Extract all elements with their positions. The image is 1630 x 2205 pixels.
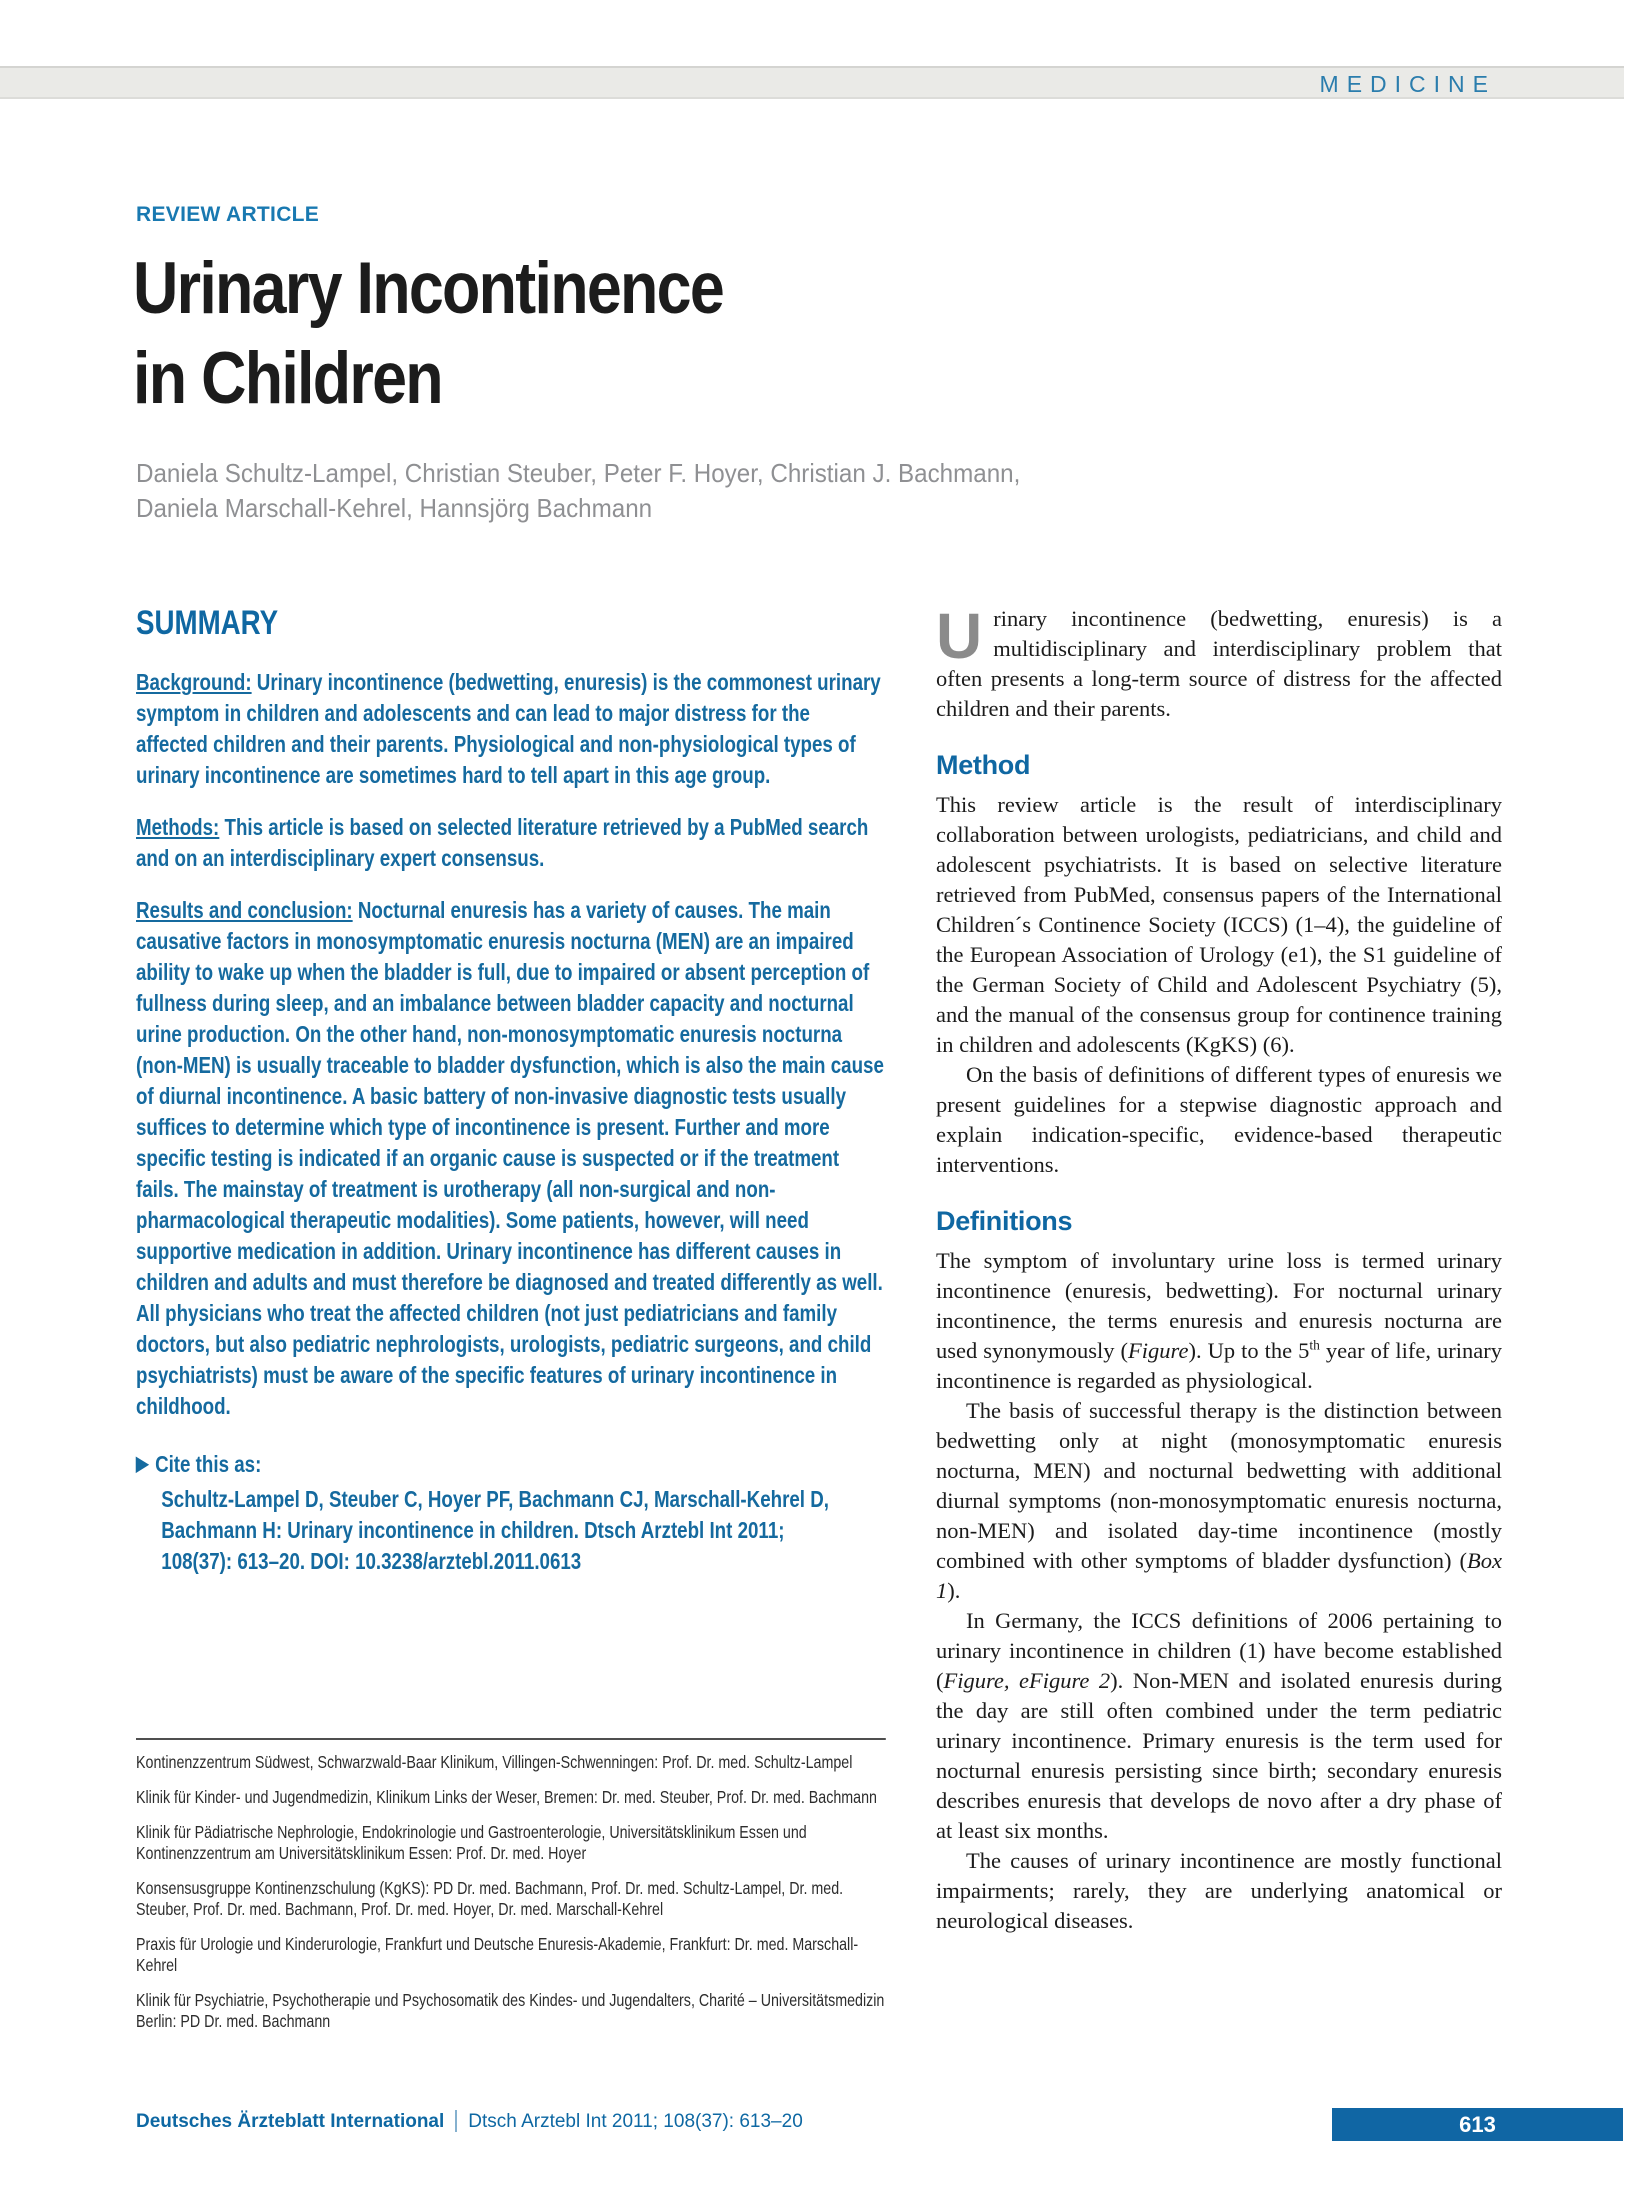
footer-journal-name: Deutsches Ärzteblatt International [136, 2111, 445, 2132]
footer-separator [455, 2110, 457, 2132]
affiliation-item: Kontinenzzentrum Südwest, Schwarzwald-Baar Klinikum, Villingen-Schwenningen: Prof. Dr. med. Schultz-Lampel [136, 1752, 853, 1772]
page-title-line-1: Urinary Incontinence [133, 248, 724, 329]
page-number-box [1332, 2108, 1623, 2141]
intro-text: rinary incontinence (bedwetting, enuresis) is a multidisciplinary and interdisciplinary problem that often presents a long-term source of distress for the affected children and their parents. [936, 606, 1502, 721]
page-number: 613 [1459, 2112, 1496, 2137]
summary-label-methods: Methods: [136, 814, 220, 840]
definitions-paragraph-4: The causes of urinary incontinence are mostly functional impairments; rarely, they are underlying anatomical or neurological diseases. [936, 1848, 1502, 1933]
summary-text-background: Urinary incontinence (bedwetting, enuresis) is the commonest urinary symptom in children and adolescents and can lead to major distress for the affected children and their parents. Physiological and non-physiological types of urinary incontinence are sometimes hard to tell apart in this age group. [136, 669, 881, 788]
author-line: Daniela Marschall-Kehrel, Hannsjörg Bachmann [136, 493, 653, 523]
definitions-paragraph-2: The basis of successful therapy is the distinction between bedwetting only at night (monosymptomatic enuresis nocturna, MEN) and nocturnal bedwetting with additional diurnal symptoms (non-monosymptomatic enuresis nocturna, non-MEN) and isolated day-time incontinence (mostly combined with other symptoms of bladder dysfunction) (Box 1). [936, 1398, 1502, 1603]
page-title-line-2: in Children [133, 338, 442, 419]
method-paragraph-1: This review article is the result of interdisciplinary collaboration between urologists, pediatricians, and child and adolescent psychiatrists. It is based on selective literature retrieved from PubMed, consensus papers of the International Children´s Continence Society (ICCS) (1–4), the guideline of the European Association of Urology (e1), the S1 guideline of the German Society of Child and Adolescent Psychiatry (5), and the manual of the consensus group for continence training in children and adolescents (KgKS) (6). [936, 792, 1502, 1057]
top-section-band [0, 66, 1624, 99]
footer-issue-citation: Dtsch Arztebl Int 2011; 108(37): 613–20 [468, 2111, 803, 2132]
affiliation-item: Konsensusgruppe Kontinenzschulung (KgKS): PD Dr. med. Bachmann, Prof. Dr. med. Schultz-Lampel, Dr. med. Steuber, Prof. Dr. med. Bachmann, Prof. Dr. med. Hoyer, Dr. med. Marschall-Kehrel [136, 1878, 844, 1919]
affiliation-item: Klinik für Pädiatrische Nephrologie, Endokrinologie und Gastroenterologie, Universitätsklinikum Essen und Kontinenzzentrum am Universitätsklinikum Essen: Prof. Dr. med. Hoyer [136, 1822, 807, 1863]
summary-text-methods: This article is based on selected literature retrieved by a PubMed search and on an interdisciplinary expert consensus. [136, 814, 869, 871]
page-title [133, 244, 723, 424]
drop-cap: U [936, 600, 983, 672]
section-heading-definitions: Definitions [936, 1206, 1073, 1236]
cite-block [136, 1449, 886, 1577]
section-heading-method: Method [936, 750, 1031, 780]
cite-heading [136, 1449, 886, 1482]
summary-column [136, 604, 886, 1577]
summary-label-results: Results and conclusion: [136, 897, 353, 923]
cite-heading-label: Cite this as: [155, 1451, 262, 1477]
affiliation-item: Klinik für Kinder- und Jugendmedizin, Klinikum Links der Weser, Bremen: Dr. med. Steuber, Prof. Dr. med. Bachmann [136, 1787, 877, 1807]
body-column [936, 600, 1503, 1936]
footer-citation-line [136, 2110, 803, 2133]
summary-paragraph-methods [136, 812, 886, 874]
article-type-label: REVIEW ARTICLE [136, 203, 320, 226]
cite-arrow-icon: ▶ [136, 1453, 149, 1475]
intro-paragraph [936, 600, 1502, 724]
affiliations-block [136, 1738, 886, 2046]
affiliation-item: Klinik für Psychiatrie, Psychotherapie und Psychosomatik des Kindes- und Jugendalters, Charité – Universitätsmedizin Berlin: PD Dr. med. Bachmann [136, 1990, 885, 2031]
affiliation-item: Praxis für Urologie und Kinderurologie, Frankfurt und Deutsche Enuresis-Akademie, Frankfurt: Dr. med. Marschall-Kehrel [136, 1934, 859, 1975]
summary-label-background: Background: [136, 669, 252, 695]
summary-heading: SUMMARY [136, 604, 279, 642]
journal-section-kicker: MEDICINE [1319, 71, 1496, 97]
author-line: Daniela Schultz-Lampel, Christian Steuber, Peter F. Hoyer, Christian J. Bachmann, [136, 458, 1021, 488]
cite-line: 108(37): 613–20. DOI: 10.3238/arztebl.2011.0613 [161, 1548, 582, 1574]
definitions-paragraph-1: The symptom of involuntary urine loss is termed urinary incontinence (enuresis, bedwetting). For nocturnal urinary incontinence, the terms enuresis and enuresis nocturna are used synonymously (Figure). Up to the 5th year of life, urinary incontinence is regarded as physiological. [936, 1248, 1503, 1393]
summary-paragraph-background [136, 667, 886, 791]
cite-line: Bachmann H: Urinary incontinence in children. Dtsch Arztebl Int 2011; [161, 1517, 785, 1543]
method-paragraph-2: On the basis of definitions of different types of enuresis we present guidelines for a stepwise diagnostic approach and explain indication-specific, evidence-based therapeutic interventions. [936, 1062, 1502, 1177]
summary-text-results: Nocturnal enuresis has a variety of causes. The main causative factors in monosymptomatic enuresis nocturna (MEN) are an impaired ability to wake up when the bladder is full, due to impaired or absent perception of fullness during sleep, and an imbalance between bladder capacity and nocturnal urine production. On the other hand, non-monosymptomatic enuresis nocturna (non-MEN) is usually traceable to bladder dysfunction, which is also the main cause of diurnal incontinence. A basic battery of non-invasive diagnostic tests usually suffices to determine which type of incontinence is present. Further and more specific testing is indicated if an organic cause is suspected or if the treatment fails. The mainstay of treatment is urotherapy (all non-surgical and non-pharmacological therapeutic modalities). Some patients, however, will need supportive medication in addition. Urinary incontinence has different causes in children and adults and must therefore be diagnosed and treated differently as well. All physicians who treat the affected children (not just pediatricians and family doctors, but also pediatric nephrologists, urologists, pediatric surgeons, and child psychiatrists) must be aware of the specific features of urinary incontinence in childhood. [136, 897, 884, 1419]
author-list [136, 456, 1020, 526]
summary-paragraph-results [136, 895, 886, 1422]
cite-line: Schultz-Lampel D, Steuber C, Hoyer PF, Bachmann CJ, Marschall-Kehrel D, [161, 1486, 829, 1512]
definitions-paragraph-3: In Germany, the ICCS definitions of 2006 pertaining to urinary incontinence in children (1) have become established (Figure, eFigure 2). Non-MEN and isolated enuresis during the day are still often combined under the term pediatric urinary incontinence. Primary enuresis is the term used for nocturnal enuresis persisting since birth; secondary enuresis describes enuresis that develops de novo after a dry phase of at least six months. [936, 1608, 1502, 1843]
